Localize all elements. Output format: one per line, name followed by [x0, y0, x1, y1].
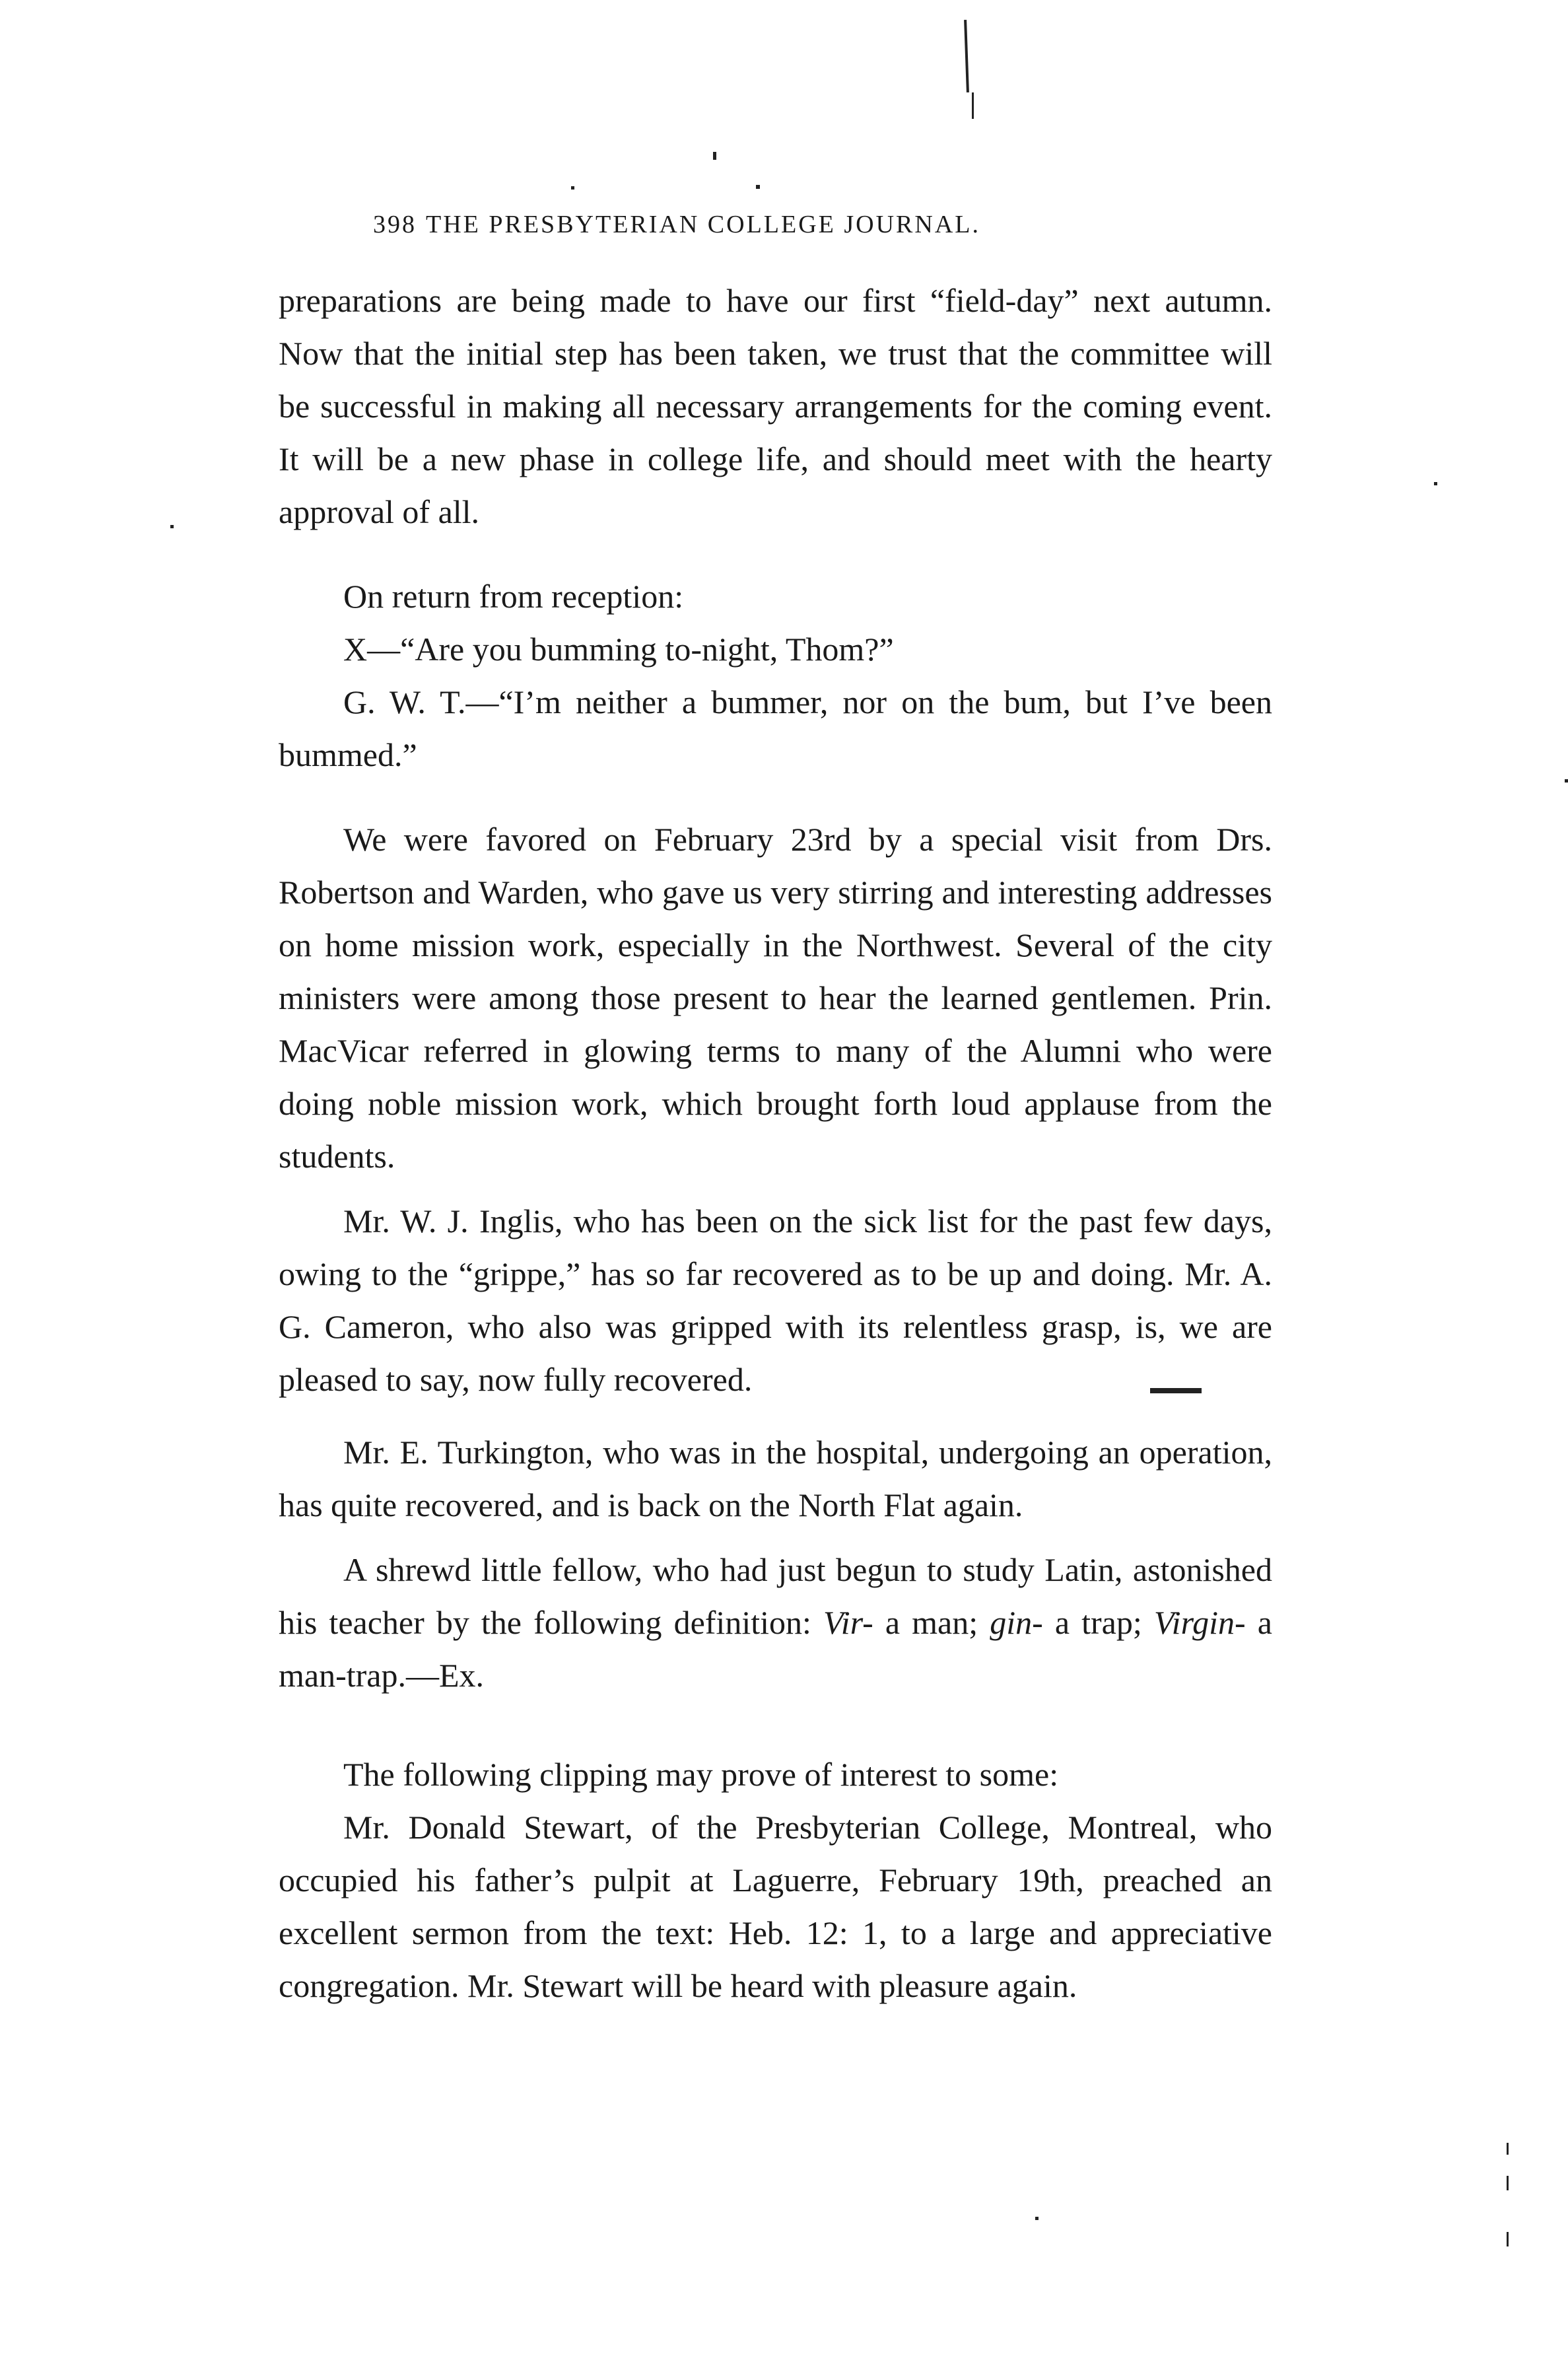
scan-artifact-left-dot: [170, 525, 174, 528]
scan-artifact-margin-dot: [1434, 482, 1437, 485]
scan-artifact-right-dash-2: [1507, 2176, 1509, 2190]
paragraph-latin-definition: [279, 1543, 1272, 1702]
paragraph-reception-gwt: G. W. T.—“I’m neither a bummer, nor on the bum, but I’ve been bummed.”: [279, 683, 1272, 773]
scan-artifact-right-dash-3: [1507, 2232, 1509, 2246]
paragraph-turkington: Mr. E. Turkington, who was in the hospital, undergoing an operation, has quite recovered, and is back on the North Flat again.: [279, 1434, 1272, 1523]
latin-word-gin: gin-: [990, 1604, 1043, 1641]
paragraph-special-visit: We were favored on February 23rd by a special visit from Drs. Robertson and Warden, who gave us very stirring and interesting addresses on home mission work, especially in the Northwest. Several of the city ministers were among those present to hear the learned gentlemen. Prin. MacVicar referred in glowing terms to many of the Alumni who were doing noble mission work, which brought forth loud applause from the students.: [279, 821, 1272, 1175]
latin-gloss-man: a man;: [873, 1604, 990, 1641]
scan-artifact-top-line-2: [972, 92, 974, 119]
article-body: [279, 274, 1272, 2012]
paragraph-field-day: preparations are being made to have our first “field-day” next autumn. Now that the initial step has been taken, we trust that the committee will be successful in making all necessary arrangements for the coming event. It will be a new phase in college life, and should meet with the hearty approval of all.: [279, 282, 1272, 530]
scan-artifact-top-line: [964, 20, 969, 92]
latin-gloss-trap: a trap;: [1042, 1604, 1154, 1641]
latin-text-start: A shrewd little fellow, who had just begun to study Latin, astonished his teacher by the following definition:: [279, 1551, 1272, 1641]
latin-word-virgin: Virgin-: [1153, 1604, 1246, 1641]
latin-word-vir: Vir-: [823, 1604, 873, 1641]
scan-artifact-underline: [1150, 1388, 1202, 1393]
scan-artifact-dot-2: [756, 185, 760, 189]
running-title: THE PRESBYTERIAN COLLEGE JOURNAL.: [426, 211, 980, 238]
paragraph-clipping-intro: The following clipping may prove of interest to some:: [343, 1756, 1059, 1793]
latin-gloss-end: a man-trap.—Ex.: [279, 1604, 1272, 1694]
scan-artifact-right-dash: [1507, 2143, 1509, 2155]
paragraph-stewart-clipping: Mr. Donald Stewart, of the Presbyterian College, Montreal, who occupied his father’s pulpit at Laguerre, February 19th, preached an excellent sermon from the text: Heb. 12: 1, to a large and appreciative congregation. Mr. Stewart will be heard with pleasure again.: [279, 1809, 1272, 2004]
paragraph-reception-x: X—“Are you bumming to-night, Thom?”: [343, 631, 894, 668]
scan-artifact-dot: [713, 152, 716, 160]
paragraph-inglis: Mr. W. J. Inglis, who has been on the sick list for the past few days, owing to the “grippe,” has so far recovered as to be up and doing. Mr. A. G. Cameron, who also was gripped with its relentless grasp, is, we are pleased to say, now fully recovered.: [279, 1202, 1272, 1398]
scan-artifact-dot-3: [571, 186, 574, 190]
page-number: 398: [373, 211, 417, 238]
running-header: [373, 210, 1132, 250]
scan-artifact-bottom-dot: [1035, 2217, 1039, 2220]
scan-artifact-margin-dot-2: [1565, 779, 1568, 783]
paragraph-reception-intro: On return from reception:: [343, 578, 684, 615]
